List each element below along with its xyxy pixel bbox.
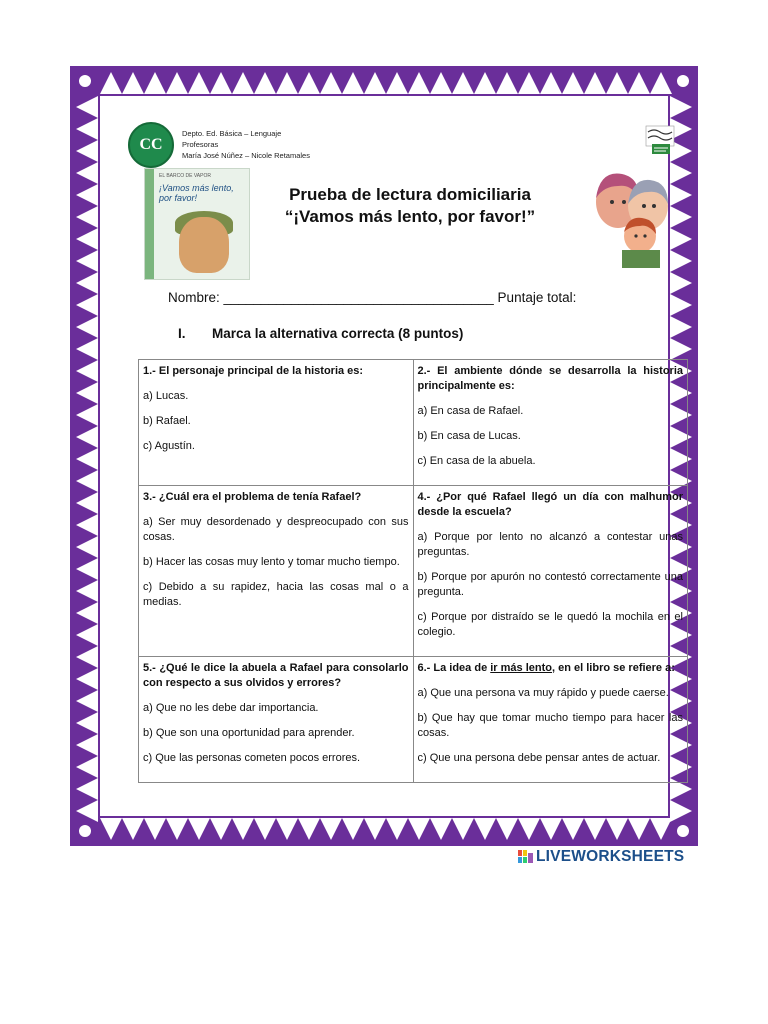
option-b[interactable]: b) Que son una oportunidad para aprender. <box>143 727 355 739</box>
question-cell <box>413 360 688 486</box>
option-a[interactable]: a) Que no les debe dar importancia. <box>143 702 319 714</box>
book-cover-image <box>144 168 250 280</box>
question-suffix: , en el libro se refiere a: <box>552 662 675 674</box>
school-logo: CC <box>128 122 174 168</box>
option-c[interactable]: c) En casa de la abuela. <box>417 455 536 467</box>
option-c[interactable]: c) Que las personas cometen pocos errores. <box>143 752 361 764</box>
option-c[interactable]: c) Debido a su rapidez, hacia las cosas mal o a medias. <box>143 581 409 608</box>
option-c[interactable]: c) Porque por distraído se le quedó la mochila en el colegio. <box>417 611 683 638</box>
question-prefix: 6.- La idea de <box>417 662 491 674</box>
option-a[interactable]: a) Ser muy desordenado y despreocupado con sus cosas. <box>143 516 409 543</box>
family-illustration <box>588 164 678 268</box>
question-text: 3.- ¿Cuál era el problema de tenía Rafael? <box>143 491 362 503</box>
worksheet-page <box>70 66 698 846</box>
title-line-2: “¡Vamos más lento, por favor!” <box>284 207 536 226</box>
section-number: I. <box>178 326 186 341</box>
question-cell <box>139 360 414 486</box>
questions-table <box>138 359 688 783</box>
department-info <box>182 128 310 161</box>
question-cell <box>139 486 414 657</box>
title-line-1: Prueba de lectura domiciliaria <box>289 185 531 204</box>
option-a[interactable]: a) Porque por lento no alcanzó a contestar unas preguntas. <box>417 531 683 558</box>
question-underlined: ir más lento <box>490 662 552 674</box>
teachers-label: Profesoras <box>182 140 219 149</box>
question-text: 4.- ¿Por qué Rafael llegó un día con malhumor desde la escuela? <box>417 491 683 518</box>
question-text: 2.- El ambiente dónde se desarrolla la historia principalmente es: <box>417 365 683 392</box>
option-b[interactable]: b) Hacer las cosas muy lento y tomar mucho tiempo. <box>143 556 400 568</box>
reading-program-logo <box>642 124 678 158</box>
option-a[interactable]: a) Lucas. <box>143 390 189 402</box>
teachers-names: María José Núñez – Nicole Retamales <box>182 151 310 160</box>
section-title: Marca la alternativa correcta (8 puntos) <box>212 326 464 341</box>
option-c[interactable]: c) Que una persona debe pensar antes de actuar. <box>417 752 661 764</box>
question-cell <box>139 657 414 783</box>
question-text: 1.- El personaje principal de la historia es: <box>143 365 364 377</box>
option-b[interactable]: b) Porque por apurón no contestó correctamente una pregunta. <box>417 571 683 598</box>
name-score-line: Nombre: ____________________________________ Puntaje total: <box>168 290 577 305</box>
question-text: 5.- ¿Qué le dice la abuela a Rafael para consolarlo con respecto a sus olvidos y errores? <box>143 662 409 689</box>
liveworksheets-logo-icon <box>518 850 534 864</box>
book-series: EL BARCO DE VAPOR <box>159 173 211 179</box>
option-a[interactable]: a) En casa de Rafael. <box>417 405 524 417</box>
dept-line: Depto. Ed. Básica – Lenguaje <box>182 129 282 138</box>
question-cell <box>413 486 688 657</box>
book-cover-title: ¡Vamos más lento, por favor! <box>159 183 234 203</box>
option-a[interactable]: a) Que una persona va muy rápido y puede caerse. <box>417 687 669 699</box>
option-b[interactable]: b) En casa de Lucas. <box>417 430 521 442</box>
liveworksheets-text: LIVEWORKSHEETS <box>536 848 685 865</box>
worksheet-title <box>260 184 560 228</box>
option-b[interactable]: b) Rafael. <box>143 415 191 427</box>
question-cell <box>413 657 688 783</box>
liveworksheets-brand[interactable] <box>518 848 684 866</box>
option-c[interactable]: c) Agustín. <box>143 440 195 452</box>
worksheet-content <box>100 96 683 816</box>
question-text <box>418 661 684 676</box>
option-b[interactable]: b) Que hay que tomar mucho tiempo para hacer las cosas. <box>417 712 683 739</box>
